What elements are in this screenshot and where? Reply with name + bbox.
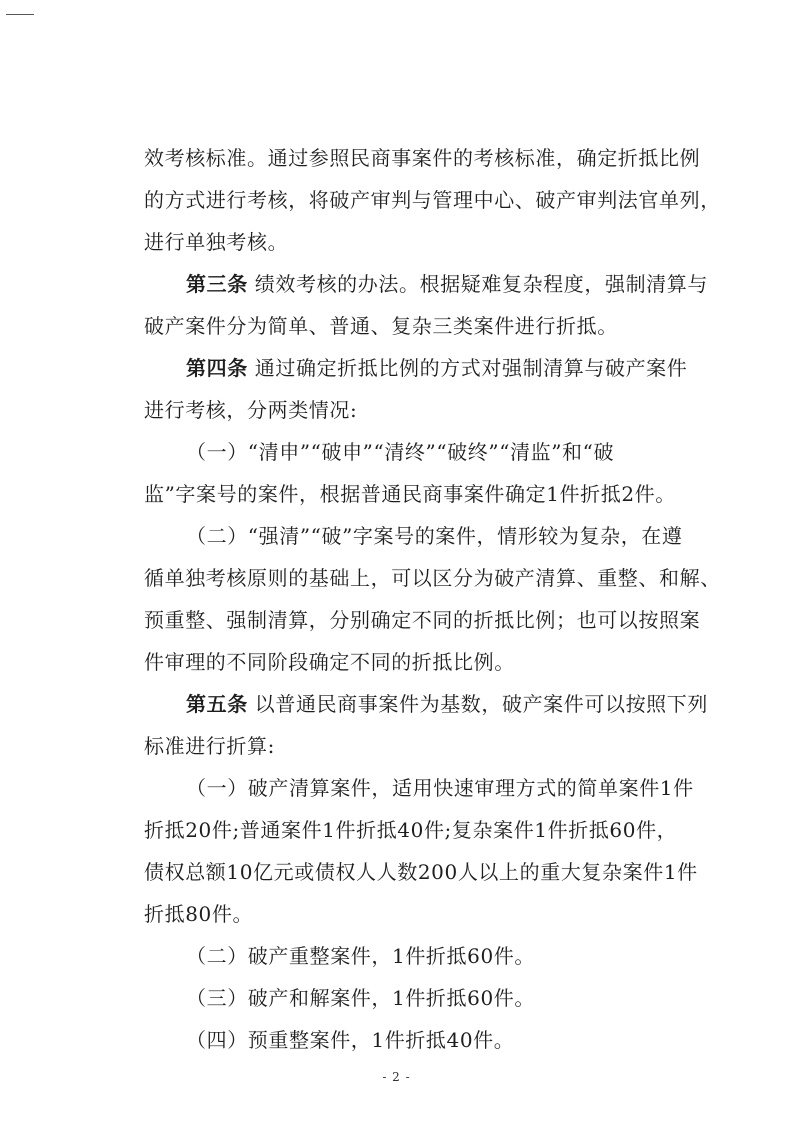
text-line: 循单独考核原则的基础上，可以区分为破产清算、重整、和解、 bbox=[144, 566, 721, 590]
article-4-line bbox=[186, 352, 734, 384]
text-line: 进行单独考核。 bbox=[144, 230, 289, 254]
text-span: 以普通民商事案件为基数，破产案件可以按照下列 bbox=[254, 692, 708, 716]
text-line: 破产案件分为简单、普通、复杂三类案件进行折抵。 bbox=[144, 314, 618, 338]
text-line: （二）破产重整案件，1件折抵60件。 bbox=[186, 944, 535, 968]
text-line: 预重整、强制清算，分别确定不同的折抵比例；也可以按照案 bbox=[144, 608, 701, 632]
text-line: 债权总额10亿元或债权人人数200人以上的重大复杂案件1件 bbox=[144, 860, 698, 884]
text-line: 效考核标准。通过参照民商事案件的考核标准，确定折抵比例 bbox=[144, 146, 701, 170]
text-line: 进行考核，分两类情况: bbox=[144, 398, 358, 422]
text-line: 的方式进行考核，将破产审判与管理中心、破产审判法官单列， bbox=[144, 188, 721, 212]
text-line: 标准进行折算: bbox=[144, 734, 275, 758]
article-3-line bbox=[186, 268, 734, 300]
text-line: 监”字案号的案件，根据普通民商事案件确定1件折抵2件。 bbox=[144, 482, 676, 506]
text-line: （一）破产清算案件，适用快速审理方式的简单案件1件 bbox=[186, 776, 694, 800]
article-5-line bbox=[186, 688, 734, 720]
text-span: 绩效考核的办法。根据疑难复杂程度，强制清算与 bbox=[254, 272, 708, 296]
text-line: （一）“清申”“破申”“清终”“破终”“清监”和“破 bbox=[186, 440, 615, 464]
text-line: （四）预重整案件，1件折抵40件。 bbox=[186, 1028, 515, 1052]
text-line: 折抵80件。 bbox=[144, 902, 254, 926]
text-span: 通过确定折抵比例的方式对强制清算与破产案件 bbox=[254, 356, 688, 380]
page-number: - 2 - bbox=[382, 1070, 411, 1084]
text-line: （三）破产和解案件，1件折抵60件。 bbox=[186, 986, 535, 1010]
article-4-label: 第四条 bbox=[186, 356, 248, 380]
text-line: （二）“强清”“破”字案号的案件，情形较为复杂，在遵 bbox=[186, 524, 683, 548]
text-line: 折抵20件;普通案件1件折抵40件;复杂案件1件折抵60件， bbox=[144, 818, 678, 842]
corner-mark bbox=[6, 14, 34, 15]
text-line: 件审理的不同阶段确定不同的折抵比例。 bbox=[144, 650, 515, 674]
article-5-label: 第五条 bbox=[186, 692, 248, 716]
article-3-label: 第三条 bbox=[186, 272, 248, 296]
